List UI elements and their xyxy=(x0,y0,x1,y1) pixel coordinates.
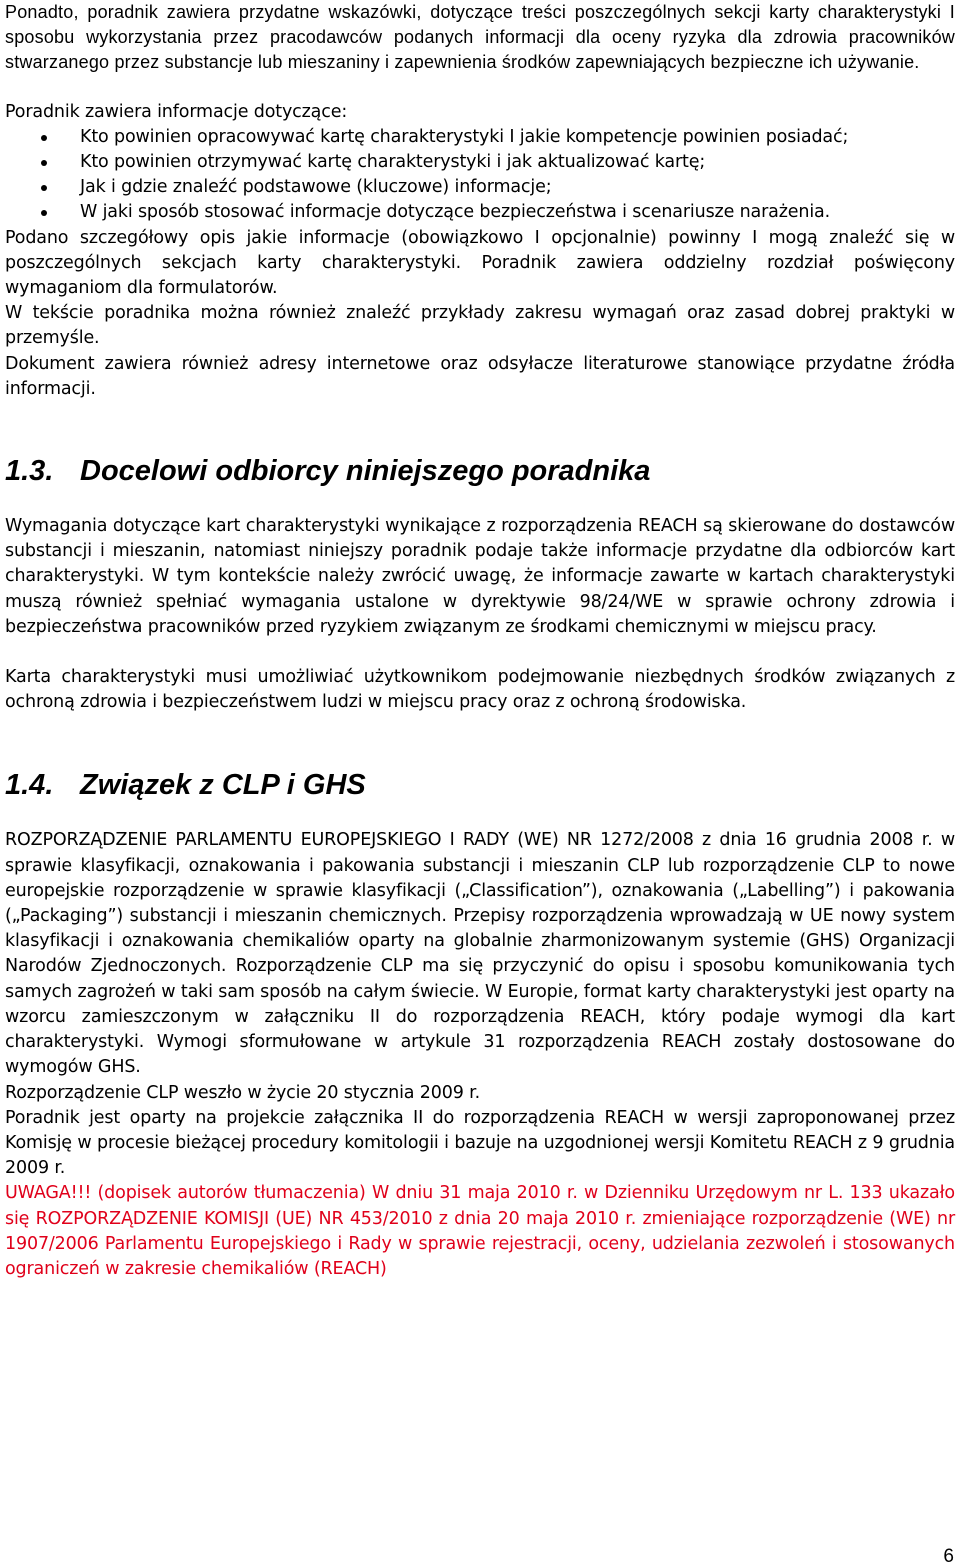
bullet-icon xyxy=(41,160,47,166)
bullet-icon xyxy=(41,135,47,141)
list-item: Jak i gdzie znaleźć podstawowe (kluczowe) informacje; xyxy=(5,175,955,200)
section-1-4-paragraph-2: Rozporządzenie CLP weszło w życie 20 stycznia 2009 r. xyxy=(5,1082,480,1103)
section-number: 1.3. xyxy=(5,455,54,488)
section-number: 1.4. xyxy=(5,769,54,802)
section-1-4-paragraph-3: Poradnik jest oparty na projekcie załącznika II do rozporządzenia REACH w wersji zaproponowanej przez Komisję w procesie bieżącej procedury komitologii i bazuje na uzgodnionej wersji Komitetu REACH z 9 grudnia 2009 r. xyxy=(5,1107,955,1179)
list-item: Kto powinien opracowywać kartę charakterystyki I jakie kompetencje powinien posiadać; xyxy=(5,125,955,150)
section-1-3-paragraph-1: Wymagania dotyczące kart charakterystyki wynikające z rozporządzenia REACH są skierowane do dostawców substancji i mieszanin, natomiast niniejszy poradnik podaje także informacje przydatne dla odbiorców kart charakterystyki. W tym kontekście należy zwrócić uwagę, że informacje zawarte w kartach charakterystyki muszą również spełniać wymagania ustalone w dyrektywie 98/24/WE w sprawie ochrony zdrowia i bezpieczeństwa pracowników przed ryzykiem związanym ze środkami chemicznymi w miejscu pracy. xyxy=(5,516,955,637)
contents-list xyxy=(5,125,955,226)
contents-intro: Poradnik zawiera informacje dotyczące: xyxy=(5,101,348,122)
section-1-3-paragraph-2: Karta charakterystyki musi umożliwiać użytkownikom podejmowanie niezbędnych środków związanych z ochroną zdrowia i bezpieczeństwem ludzi w miejscu pracy oraz z ochroną środowiska. xyxy=(5,667,955,713)
details-paragraph: Podano szczegółowy opis jakie informacje (obowiązkowo I opcjonalnie) powinny I mogą znaleźć się w poszczególnych sekcjach karty charakterystyki. Poradnik zawiera oddzielny rozdział poświęcony wymaganiom dla formulatorów. xyxy=(5,227,955,299)
section-heading-1-4 xyxy=(5,768,955,802)
intro-paragraph: Ponadto, poradnik zawiera przydatne wskazówki, dotyczące treści poszczególnych sekcji karty charakterystyki I sposobu wykorzystania przez pracodawców podanych informacji dla oceny ryzyka dla zdrowia pracowników stwarzanego przez substancje lub mieszaniny i zapewnienia środków zapewniających bezpieczne ich używanie. xyxy=(5,2,955,73)
section-1-4-paragraph-1: ROZPORZĄDZENIE PARLAMENTU EUROPEJSKIEGO I RADY (WE) NR 1272/2008 z dnia 16 grudnia 2008 r. w sprawie klasyfikacji, oznakowania i pakowania substancji i mieszanin CLP lub rozporządzenie CLP to nowe europejskie rozporządzenie w sprawie klasyfikacji („Classification”), oznakowania („Labelling”) i pakowania („Packaging”) substancji i mieszanin chemicznych. Przepisy rozporządzenia wprowadzają w UE nowy system klasyfikacji i oznakowania chemikaliów oparty na globalnie zharmonizowanym systemie (GHS) Organizacji Narodów Zjednoczonych. Rozporządzenie CLP ma się przyczynić do opisu i sposobu komunikowania tych samych zagrożeń w taki sam sposób na całym świecie. W Europie, format karty charakterystyki jest oparty na wzorcu zamieszczonym w załączniku II do rozporządzenia REACH, który podaje wymogi dla kart charakterystyki. Wymogi sformułowane w artykule 31 rozporządzenia REACH zostały dostosowane do wymogów GHS. xyxy=(5,830,955,1078)
addresses-paragraph: Dokument zawiera również adresy internetowe oraz odsyłacze literaturowe stanowiące przydatne źródła informacji. xyxy=(5,353,955,399)
section-title: Docelowi odbiorcy niniejszego poradnika xyxy=(80,455,651,488)
examples-paragraph: W tekście poradnika można również znaleźć przykłady zakresu wymagań oraz zasad dobrej praktyki w przemyśle. xyxy=(5,303,955,349)
section-title: Związek z CLP i GHS xyxy=(80,769,366,802)
bullet-icon xyxy=(41,210,47,216)
section-heading-1-3 xyxy=(5,454,955,488)
bullet-icon xyxy=(41,185,47,191)
list-item: W jaki sposób stosować informacje dotyczące bezpieczeństwa i scenariusze narażenia. xyxy=(5,200,955,225)
document-page xyxy=(5,0,955,1282)
list-item: Kto powinien otrzymywać kartę charakterystyki i jak aktualizować kartę; xyxy=(5,150,955,175)
page-number: 6 xyxy=(943,1546,954,1567)
translator-warning: UWAGA!!! (dopisek autorów tłumaczenia) W dniu 31 maja 2010 r. w Dzienniku Urzędowym nr L. 133 ukazało się ROZPORZĄDZENIE KOMISJI (UE) NR 453/2010 z dnia 20 maja 2010 r. zmieniające rozporządzenie (WE) nr 1907/2006 Parlamentu Europejskiego i Rady w sprawie rejestracji, oceny, udzielania zezwoleń i stosowanych ograniczeń w zakresie chemikaliów (REACH) xyxy=(5,1183,955,1279)
